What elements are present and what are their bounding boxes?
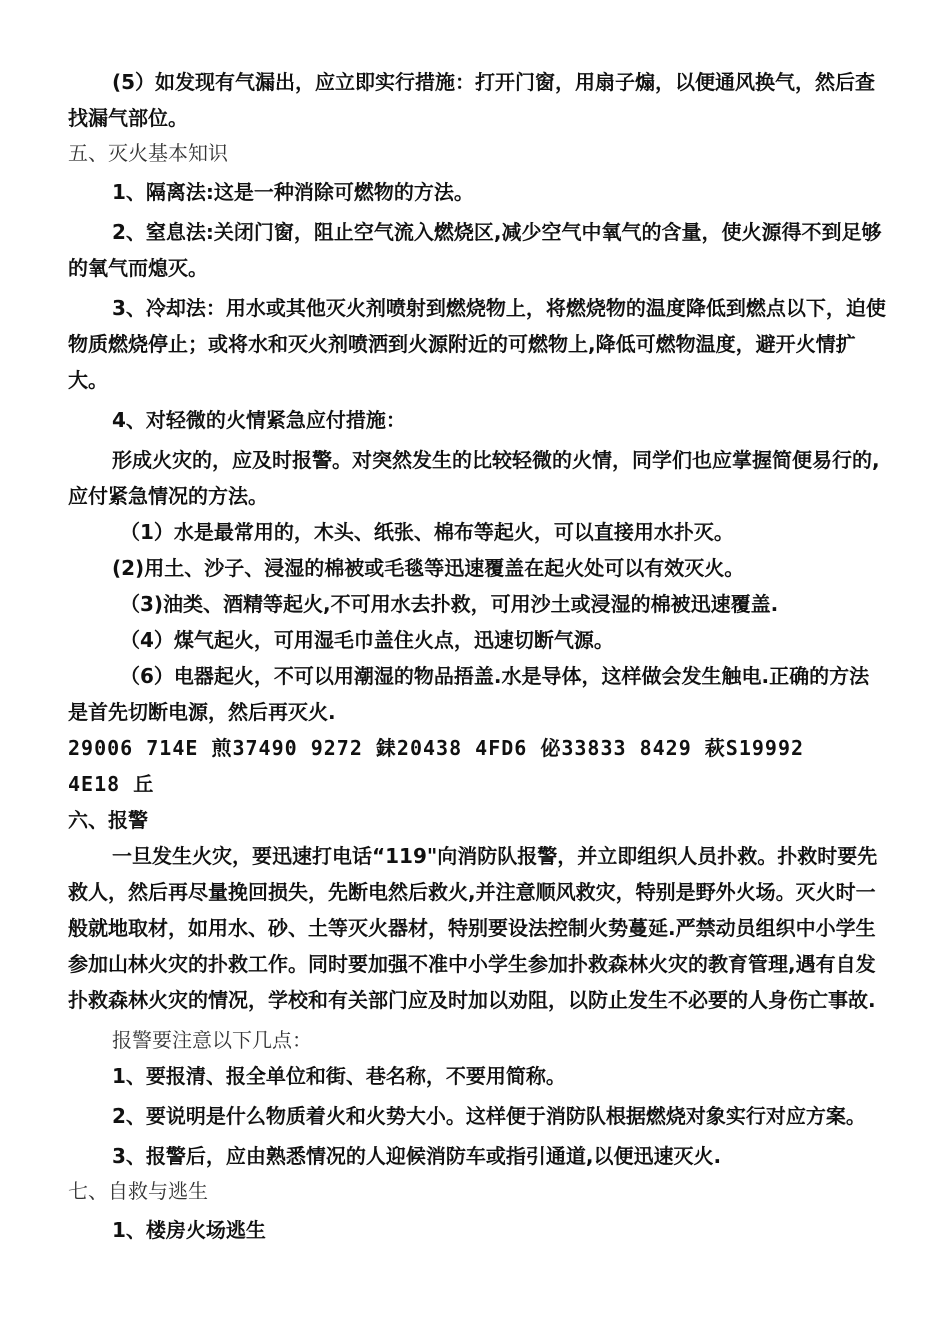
list-item-gas: （4）煤气起火，可用湿毛巾盖住火点，迅速切断气源。 (120, 628, 614, 652)
list-item-guide: 3、报警后，应由熟悉情况的人迎候消防车或指引通道,以便迅速灭火. (112, 1144, 722, 1168)
paragraph-report-fire: 形成火灾的，应及时报警。对突然发生的比较轻微的火情，同学们也应掌握简便易行的,应付紧急情况的方法。 (68, 448, 880, 508)
section-heading-7: 七、自救与逃生 (68, 1179, 208, 1203)
paragraph-suffocation: 2、窒息法:关闭门窗，阻止空气流入燃烧区,减少空气中氧气的含量，使火源得不到足够的氧气而熄灭。 (68, 220, 882, 280)
section-heading-6: 六、报警 (68, 808, 148, 832)
paragraph-minor-fire: 4、对轻微的火情紧急应付措施： (112, 408, 406, 432)
list-item-electric: （6）电器起火，不可以用潮湿的物品捂盖.水是导体，这样做会发生触电.正确的方法是首先切断电源，然后再灭火. (68, 664, 870, 724)
paragraph-cooling: 3、冷却法：用水或其他灭火剂喷射到燃烧物上，将燃烧物的温度降低到燃点以下，迫使物质燃烧停止；或将水和灭火剂喷洒到火源附近的可燃物上,降低可燃物温度，避开火情扩大。 (68, 296, 886, 392)
code-line-1: 29006 714E 煎37490 9272 銇20438 4FD6 佖33833 8429 萩S19992 (68, 736, 805, 760)
paragraph-gas-leak: (5）如发现有气漏出，应立即实行措施：打开门窗，用扇子煽，以便通风换气，然后查找漏气部位。 (68, 70, 876, 130)
list-item-water: （1）水是最常用的，木头、纸张、棉布等起火，可以直接用水扑灭。 (120, 520, 734, 544)
list-item-material: 2、要说明是什么物质着火和火势大小。这样便于消防队根据燃烧对象实行对应方案。 (112, 1104, 866, 1128)
section-heading-5: 五、灭火基本知识 (68, 141, 228, 165)
paragraph-isolation: 1、隔离法:这是一种消除可燃物的方法。 (112, 180, 474, 204)
paragraph-alarm-notes: 报警要注意以下几点： (112, 1028, 312, 1052)
paragraph-alarm: 一旦发生火灾，要迅速打电话“119"向消防队报警，并立即组织人员扑救。扑救时要先救人，然后再尽量挽回损失，先断电然后救火,并注意顺风救灾，特别是野外火场。灭火时一般就地取材，如用水、砂、土等灭火器材，特别要设法控制火势蔓延.严禁动员组织中小学生参加山林火灾的扑救工作。同时要加强不准中小学生参加扑救森林火灾的教育管理,遇有自发扑救森林火灾的情况，学校和有关部门应及时加以劝阻，以防止发生不必要的人身伤亡事故. (68, 844, 878, 1012)
list-item-soil: (2)用土、沙子、浸湿的棉被或毛毯等迅速覆盖在起火处可以有效灭火。 (112, 556, 745, 580)
code-line-2: 4E18 丘 (68, 772, 155, 796)
list-item-oil: （3)油类、酒精等起火,不可用水去扑救，可用沙土或浸湿的棉被迅速覆盖. (120, 592, 779, 616)
list-item-address: 1、要报清、报全单位和街、巷名称，不要用简称。 (112, 1064, 566, 1088)
paragraph-building-escape: 1、楼房火场逃生 (112, 1218, 266, 1242)
